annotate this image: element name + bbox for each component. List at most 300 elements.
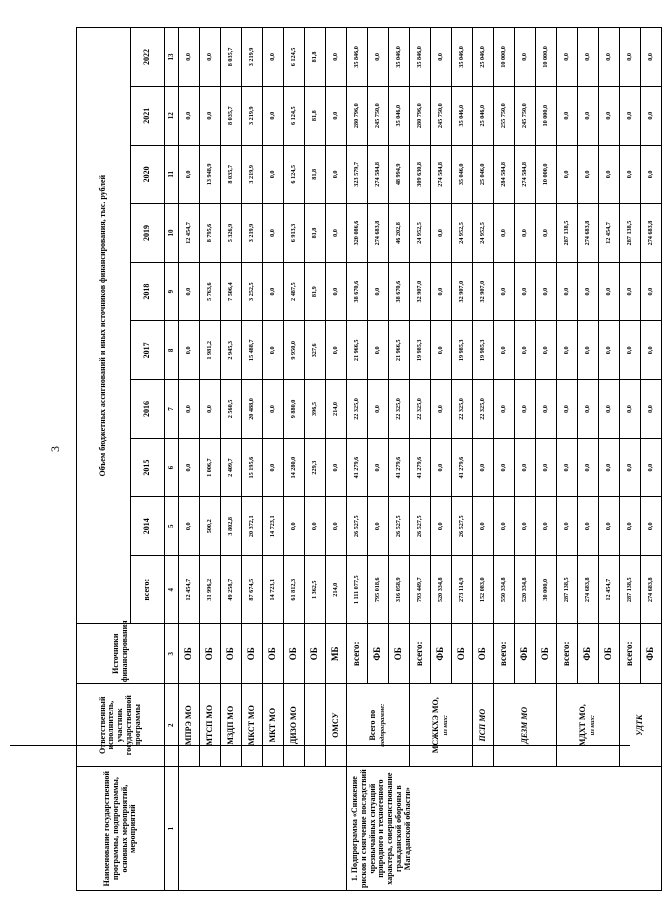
value-cell: 38 670,6: [389, 262, 410, 321]
header-year: 2017: [131, 321, 165, 380]
value-cell: 0,0: [179, 380, 200, 439]
value-cell: 5 763,6: [200, 262, 221, 321]
value-cell: 0,0: [641, 28, 662, 87]
value-cell: 0,0: [326, 204, 347, 263]
value-cell: 0,0: [494, 438, 515, 497]
value-cell: 0,0: [305, 497, 326, 556]
value-cell: 32 907,0: [473, 262, 494, 321]
value-cell: 0,0: [515, 438, 536, 497]
value-cell: 8 035,7: [221, 86, 242, 145]
source-cell: всего:: [557, 624, 578, 684]
value-cell: 0,0: [536, 438, 557, 497]
value-cell: 31 996,2: [200, 556, 221, 624]
value-cell: 87 674,5: [242, 556, 263, 624]
value-cell: 396,5: [305, 380, 326, 439]
value-cell: 0,0: [578, 86, 599, 145]
value-cell: 245 750,0: [515, 86, 536, 145]
value-cell: 0,0: [263, 145, 284, 204]
executor-dezm: [494, 684, 557, 767]
value-cell: 0,0: [326, 438, 347, 497]
value-cell: 0,0: [473, 497, 494, 556]
value-cell: 0,0: [431, 321, 452, 380]
value-cell: 24 952,5: [452, 204, 473, 263]
value-cell: 0,0: [599, 28, 620, 87]
value-cell: 0,0: [599, 380, 620, 439]
value-cell: 0,0: [578, 497, 599, 556]
value-cell: 35 846,0: [347, 28, 368, 87]
value-cell: 550 334,8: [494, 556, 515, 624]
executor-cell: ДИЗО МО: [284, 684, 305, 767]
value-cell: 0,0: [620, 321, 641, 380]
value-cell: 0,0: [641, 86, 662, 145]
value-cell: 0,0: [494, 204, 515, 263]
value-cell: 274 683,8: [368, 204, 389, 263]
value-cell: 0,0: [620, 497, 641, 556]
column-number: 6: [165, 438, 179, 497]
program-name: 1. Подпрограмма «Снижение рисков и смягчение последствий чрезвычайных ситуаций природного и техногенного характера, совершенствование гражданской обороны в Магаданской области»: [347, 767, 662, 891]
value-cell: 8 035,7: [221, 28, 242, 87]
table-row: [347, 28, 368, 891]
value-cell: 6 124,5: [284, 86, 305, 145]
value-cell: 0,0: [326, 262, 347, 321]
value-cell: 0,0: [515, 262, 536, 321]
value-cell: 309 630,8: [410, 145, 431, 204]
value-cell: 0,0: [620, 28, 641, 87]
column-number: 1: [165, 767, 179, 891]
value-cell: 49 258,7: [221, 556, 242, 624]
header-year: 2022: [131, 28, 165, 87]
value-cell: 0,0: [368, 28, 389, 87]
value-cell: 0,0: [578, 28, 599, 87]
value-cell: 0,0: [263, 28, 284, 87]
value-cell: 0,0: [179, 28, 200, 87]
source-cell: ОБ: [599, 624, 620, 684]
source-cell: ОБ: [221, 624, 242, 684]
value-cell: 0,0: [599, 321, 620, 380]
name-cell-empty: [179, 767, 347, 891]
value-cell: 22 325,0: [452, 380, 473, 439]
value-cell: 0,0: [620, 380, 641, 439]
value-cell: 0,0: [557, 28, 578, 87]
value-cell: 0,0: [536, 321, 557, 380]
value-cell: 0,0: [179, 438, 200, 497]
value-cell: 8 795,6: [200, 204, 221, 263]
value-cell: 24 952,5: [473, 204, 494, 263]
value-cell: 0,0: [431, 438, 452, 497]
source-cell: ОБ: [389, 624, 410, 684]
value-cell: 0,0: [431, 497, 452, 556]
value-cell: 0,0: [578, 438, 599, 497]
value-cell: 0,0: [620, 145, 641, 204]
header-name: Наименование государственной программы, подпрограммы, основных мероприятий, мероприятий: [77, 767, 165, 891]
value-cell: 0,0: [599, 262, 620, 321]
value-cell: 25 046,0: [473, 145, 494, 204]
executor-mdkht: [557, 684, 620, 767]
value-cell: 284 584,8: [494, 145, 515, 204]
value-cell: 0,0: [368, 497, 389, 556]
source-cell: ФБ: [515, 624, 536, 684]
header-year: 2016: [131, 380, 165, 439]
value-cell: 0,0: [179, 497, 200, 556]
value-cell: 274 584,8: [515, 145, 536, 204]
header-funding: Объем бюджетных ассигнований и иных источников финансирования, тыс. рублей: [77, 28, 131, 624]
column-number: 11: [165, 145, 179, 204]
value-cell: 0,0: [326, 145, 347, 204]
value-cell: 22 325,0: [389, 380, 410, 439]
value-cell: 245 750,0: [368, 86, 389, 145]
value-cell: 0,0: [368, 438, 389, 497]
column-number: 8: [165, 321, 179, 380]
executor-mdkht-text: из них:: [589, 714, 596, 736]
value-cell: 0,0: [599, 497, 620, 556]
value-cell: 0,0: [368, 321, 389, 380]
value-cell: 0,0: [641, 145, 662, 204]
header-total: всего:: [131, 556, 165, 624]
executor-cell: МКСТ МО: [242, 684, 263, 767]
value-cell: 32 907,0: [410, 262, 431, 321]
value-cell: 35 846,0: [410, 28, 431, 87]
value-cell: 3 219,9: [242, 86, 263, 145]
rotated-table-container: [76, 27, 656, 891]
value-cell: 0,0: [431, 262, 452, 321]
value-cell: 1 111 077,5: [347, 556, 368, 624]
value-cell: 0,0: [473, 438, 494, 497]
value-cell: 0,0: [494, 497, 515, 556]
value-cell: 10 000,0: [536, 28, 557, 87]
executor-cell: [305, 684, 326, 767]
value-cell: 0,0: [179, 145, 200, 204]
executor-mdkht-text: МДХТ МО,: [578, 704, 588, 747]
value-cell: 13 948,9: [200, 145, 221, 204]
source-cell: ФБ: [368, 624, 389, 684]
value-cell: 245 750,0: [431, 86, 452, 145]
value-cell: 0,0: [515, 497, 536, 556]
value-cell: 3 219,9: [242, 204, 263, 263]
value-cell: 0,0: [620, 438, 641, 497]
column-number: 9: [165, 262, 179, 321]
value-cell: 7 506,4: [221, 262, 242, 321]
value-cell: 2 560,5: [221, 380, 242, 439]
source-cell: ОБ: [305, 624, 326, 684]
source-cell: всего:: [347, 624, 368, 684]
value-cell: 14 723,1: [263, 497, 284, 556]
value-cell: 0,0: [431, 204, 452, 263]
value-cell: 0,0: [326, 28, 347, 87]
executor-cell: МЗДП МО: [221, 684, 242, 767]
value-cell: 0,0: [620, 262, 641, 321]
executor-cell: МПРЭ МО: [179, 684, 200, 767]
source-cell: ОБ: [452, 624, 473, 684]
table-row: [305, 28, 326, 891]
column-number: 12: [165, 86, 179, 145]
table-row: [473, 28, 494, 891]
source-cell: ФБ: [578, 624, 599, 684]
table-row: [263, 28, 284, 891]
value-cell: 3 802,8: [221, 497, 242, 556]
executor-cell: МКТ МО: [263, 684, 284, 767]
value-cell: 15 488,7: [242, 321, 263, 380]
column-number: 3: [165, 624, 179, 684]
source-cell: всего:: [620, 624, 641, 684]
value-cell: 0,0: [326, 497, 347, 556]
value-cell: 81,8: [305, 204, 326, 263]
header-year: 2014: [131, 497, 165, 556]
value-cell: 0,0: [557, 380, 578, 439]
executor-mchs: [410, 684, 473, 767]
value-cell: 0,0: [557, 86, 578, 145]
value-cell: 1 362,5: [305, 556, 326, 624]
value-cell: 22 325,0: [347, 380, 368, 439]
funding-table: [76, 27, 662, 891]
source-cell: ОБ: [536, 624, 557, 684]
value-cell: 0,0: [557, 262, 578, 321]
source-cell: ОБ: [284, 624, 305, 684]
value-cell: 41 279,6: [347, 438, 368, 497]
value-cell: 1 006,7: [200, 438, 221, 497]
value-cell: 35 046,0: [389, 28, 410, 87]
source-cell: ОБ: [179, 624, 200, 684]
value-cell: 12 454,7: [599, 556, 620, 624]
value-cell: 35 046,0: [452, 145, 473, 204]
value-cell: 214,0: [326, 556, 347, 624]
source-cell: ОБ: [242, 624, 263, 684]
header-year: 2019: [131, 204, 165, 263]
executor-dezm-text: ДЕЗМ МО: [519, 706, 529, 744]
value-cell: 0,0: [494, 380, 515, 439]
value-cell: 0,0: [326, 86, 347, 145]
value-cell: 500,2: [200, 497, 221, 556]
column-number: 10: [165, 204, 179, 263]
value-cell: 320 086,6: [347, 204, 368, 263]
value-cell: 287 138,5: [557, 204, 578, 263]
value-cell: 0,0: [179, 86, 200, 145]
value-cell: 46 202,8: [389, 204, 410, 263]
header-source: Источники финансирования: [77, 624, 165, 684]
value-cell: 26 527,5: [347, 497, 368, 556]
value-cell: 12 454,7: [179, 556, 200, 624]
executor-psp-text: ПСП МО: [477, 708, 487, 742]
value-cell: 520 334,8: [431, 556, 452, 624]
value-cell: 0,0: [536, 204, 557, 263]
table-row: [620, 28, 641, 891]
value-cell: 9 950,0: [284, 321, 305, 380]
value-cell: 0,0: [326, 321, 347, 380]
value-cell: 229,3: [305, 438, 326, 497]
value-cell: 48 994,9: [389, 145, 410, 204]
value-cell: 0,0: [620, 86, 641, 145]
value-cell: 0,0: [515, 28, 536, 87]
value-cell: 1 981,2: [200, 321, 221, 380]
value-cell: 280 796,0: [347, 86, 368, 145]
value-cell: 41 279,6: [410, 438, 431, 497]
value-cell: 0,0: [641, 262, 662, 321]
table-row: [200, 28, 221, 891]
header-year: 2020: [131, 145, 165, 204]
value-cell: 274 683,8: [641, 556, 662, 624]
value-cell: 0,0: [263, 86, 284, 145]
value-cell: 274 584,8: [431, 145, 452, 204]
value-cell: 3 252,5: [242, 262, 263, 321]
value-cell: 5 326,9: [221, 204, 242, 263]
source-cell: ФБ: [431, 624, 452, 684]
value-cell: 19 985,3: [452, 321, 473, 380]
page-number: 3: [48, 446, 62, 452]
value-cell: 323 579,7: [347, 145, 368, 204]
value-cell: 795 018,6: [368, 556, 389, 624]
table-row: [326, 28, 347, 891]
value-cell: 0,0: [200, 28, 221, 87]
value-cell: 12 454,7: [179, 204, 200, 263]
table-row: [179, 28, 200, 891]
value-cell: 19 985,3: [473, 321, 494, 380]
value-cell: 287 138,5: [620, 204, 641, 263]
value-cell: 22 325,0: [410, 380, 431, 439]
value-cell: 152 083,0: [473, 556, 494, 624]
value-cell: 26 527,5: [410, 497, 431, 556]
column-number: 4: [165, 556, 179, 624]
value-cell: 6 124,5: [284, 28, 305, 87]
value-cell: 0,0: [641, 321, 662, 380]
value-cell: 32 907,0: [452, 262, 473, 321]
value-cell: 0,0: [515, 321, 536, 380]
value-cell: 316 058,9: [389, 556, 410, 624]
value-cell: 3 219,9: [242, 145, 263, 204]
value-cell: 26 527,5: [452, 497, 473, 556]
value-cell: 0,0: [263, 438, 284, 497]
value-cell: 520 334,8: [515, 556, 536, 624]
value-cell: 255 750,0: [494, 86, 515, 145]
header-executor: Ответственный исполнитель, участник государственной программы: [77, 684, 165, 767]
header-year: 2021: [131, 86, 165, 145]
value-cell: 10 000,0: [536, 145, 557, 204]
value-cell: 8 035,7: [221, 145, 242, 204]
value-cell: 14 723,1: [263, 556, 284, 624]
value-cell: 0,0: [515, 204, 536, 263]
value-cell: 19 985,3: [410, 321, 431, 380]
executor-total: [347, 684, 410, 767]
value-cell: 0,0: [557, 438, 578, 497]
value-cell: 6 913,3: [284, 204, 305, 263]
value-cell: 0,0: [263, 204, 284, 263]
value-cell: 280 796,0: [410, 86, 431, 145]
executor-psp: [473, 684, 494, 767]
value-cell: 0,0: [536, 262, 557, 321]
value-cell: 214,0: [326, 380, 347, 439]
value-cell: 274 683,8: [641, 204, 662, 263]
column-number: 2: [165, 684, 179, 767]
source-cell: МБ: [326, 624, 347, 684]
value-cell: 274 683,8: [578, 204, 599, 263]
value-cell: 61 812,3: [284, 556, 305, 624]
value-cell: 81,9: [305, 262, 326, 321]
table-row: [242, 28, 263, 891]
value-cell: 0,0: [494, 262, 515, 321]
value-cell: 21 966,5: [389, 321, 410, 380]
value-cell: 0,0: [263, 380, 284, 439]
value-cell: 0,0: [557, 497, 578, 556]
value-cell: 10 000,0: [536, 86, 557, 145]
value-cell: 0,0: [641, 438, 662, 497]
column-number: 13: [165, 28, 179, 87]
value-cell: 0,0: [536, 497, 557, 556]
value-cell: 20 372,1: [242, 497, 263, 556]
value-cell: 12 454,7: [599, 204, 620, 263]
value-cell: 327,6: [305, 321, 326, 380]
value-cell: 25 046,0: [473, 28, 494, 87]
value-cell: 6 124,5: [284, 145, 305, 204]
source-cell: ФБ: [641, 624, 662, 684]
value-cell: 0,0: [578, 262, 599, 321]
executor-cell: МТСП МО: [200, 684, 221, 767]
table-row: [221, 28, 242, 891]
value-cell: 0,0: [263, 262, 284, 321]
value-cell: 0,0: [578, 145, 599, 204]
table-row: [284, 28, 305, 891]
value-cell: 14 280,0: [284, 438, 305, 497]
value-cell: 274 584,8: [368, 145, 389, 204]
executor-total-text: подпрограмме:: [379, 703, 386, 747]
value-cell: 38 670,6: [347, 262, 368, 321]
value-cell: 24 952,5: [410, 204, 431, 263]
value-cell: 9 880,0: [284, 380, 305, 439]
value-cell: 81,8: [305, 145, 326, 204]
header-year: 2018: [131, 262, 165, 321]
value-cell: 0,0: [368, 262, 389, 321]
value-cell: 0,0: [200, 380, 221, 439]
value-cell: 0,0: [431, 380, 452, 439]
value-cell: 273 114,9: [452, 556, 473, 624]
value-cell: 0,0: [641, 497, 662, 556]
executor-cell: ОМСУ: [326, 684, 347, 767]
value-cell: 0,0: [200, 86, 221, 145]
value-cell: 793 449,7: [410, 556, 431, 624]
value-cell: 0,0: [368, 380, 389, 439]
source-cell: ОБ: [473, 624, 494, 684]
value-cell: 2 945,3: [221, 321, 242, 380]
source-cell: ОБ: [200, 624, 221, 684]
value-cell: 0,0: [557, 321, 578, 380]
value-cell: 81,8: [305, 86, 326, 145]
value-cell: 0,0: [578, 321, 599, 380]
column-number: 5: [165, 497, 179, 556]
value-cell: 0,0: [494, 321, 515, 380]
value-cell: 287 138,5: [557, 556, 578, 624]
executor-mchs-text: из них:: [442, 714, 449, 736]
value-cell: 0,0: [599, 438, 620, 497]
value-cell: 0,0: [557, 145, 578, 204]
value-cell: 0,0: [578, 380, 599, 439]
header-year: 2015: [131, 438, 165, 497]
value-cell: 3 219,9: [242, 28, 263, 87]
value-cell: 0,0: [599, 145, 620, 204]
value-cell: 0,0: [515, 380, 536, 439]
source-cell: всего:: [494, 624, 515, 684]
executor-udtk: [620, 684, 662, 767]
value-cell: 35 046,0: [452, 86, 473, 145]
executor-mchs-text: МСЖКХЭ МО,: [431, 697, 441, 754]
value-cell: 22 325,0: [473, 380, 494, 439]
executor-udtk-text: УДТК: [635, 714, 645, 736]
value-cell: 0,0: [599, 86, 620, 145]
executor-total-text: Всего по: [368, 709, 378, 741]
value-cell: 0,0: [179, 321, 200, 380]
value-cell: 2 487,5: [284, 262, 305, 321]
value-cell: 0,0: [284, 497, 305, 556]
value-cell: 0,0: [431, 28, 452, 87]
value-cell: 26 527,5: [389, 497, 410, 556]
value-cell: 2 409,7: [221, 438, 242, 497]
value-cell: 20 488,0: [242, 380, 263, 439]
